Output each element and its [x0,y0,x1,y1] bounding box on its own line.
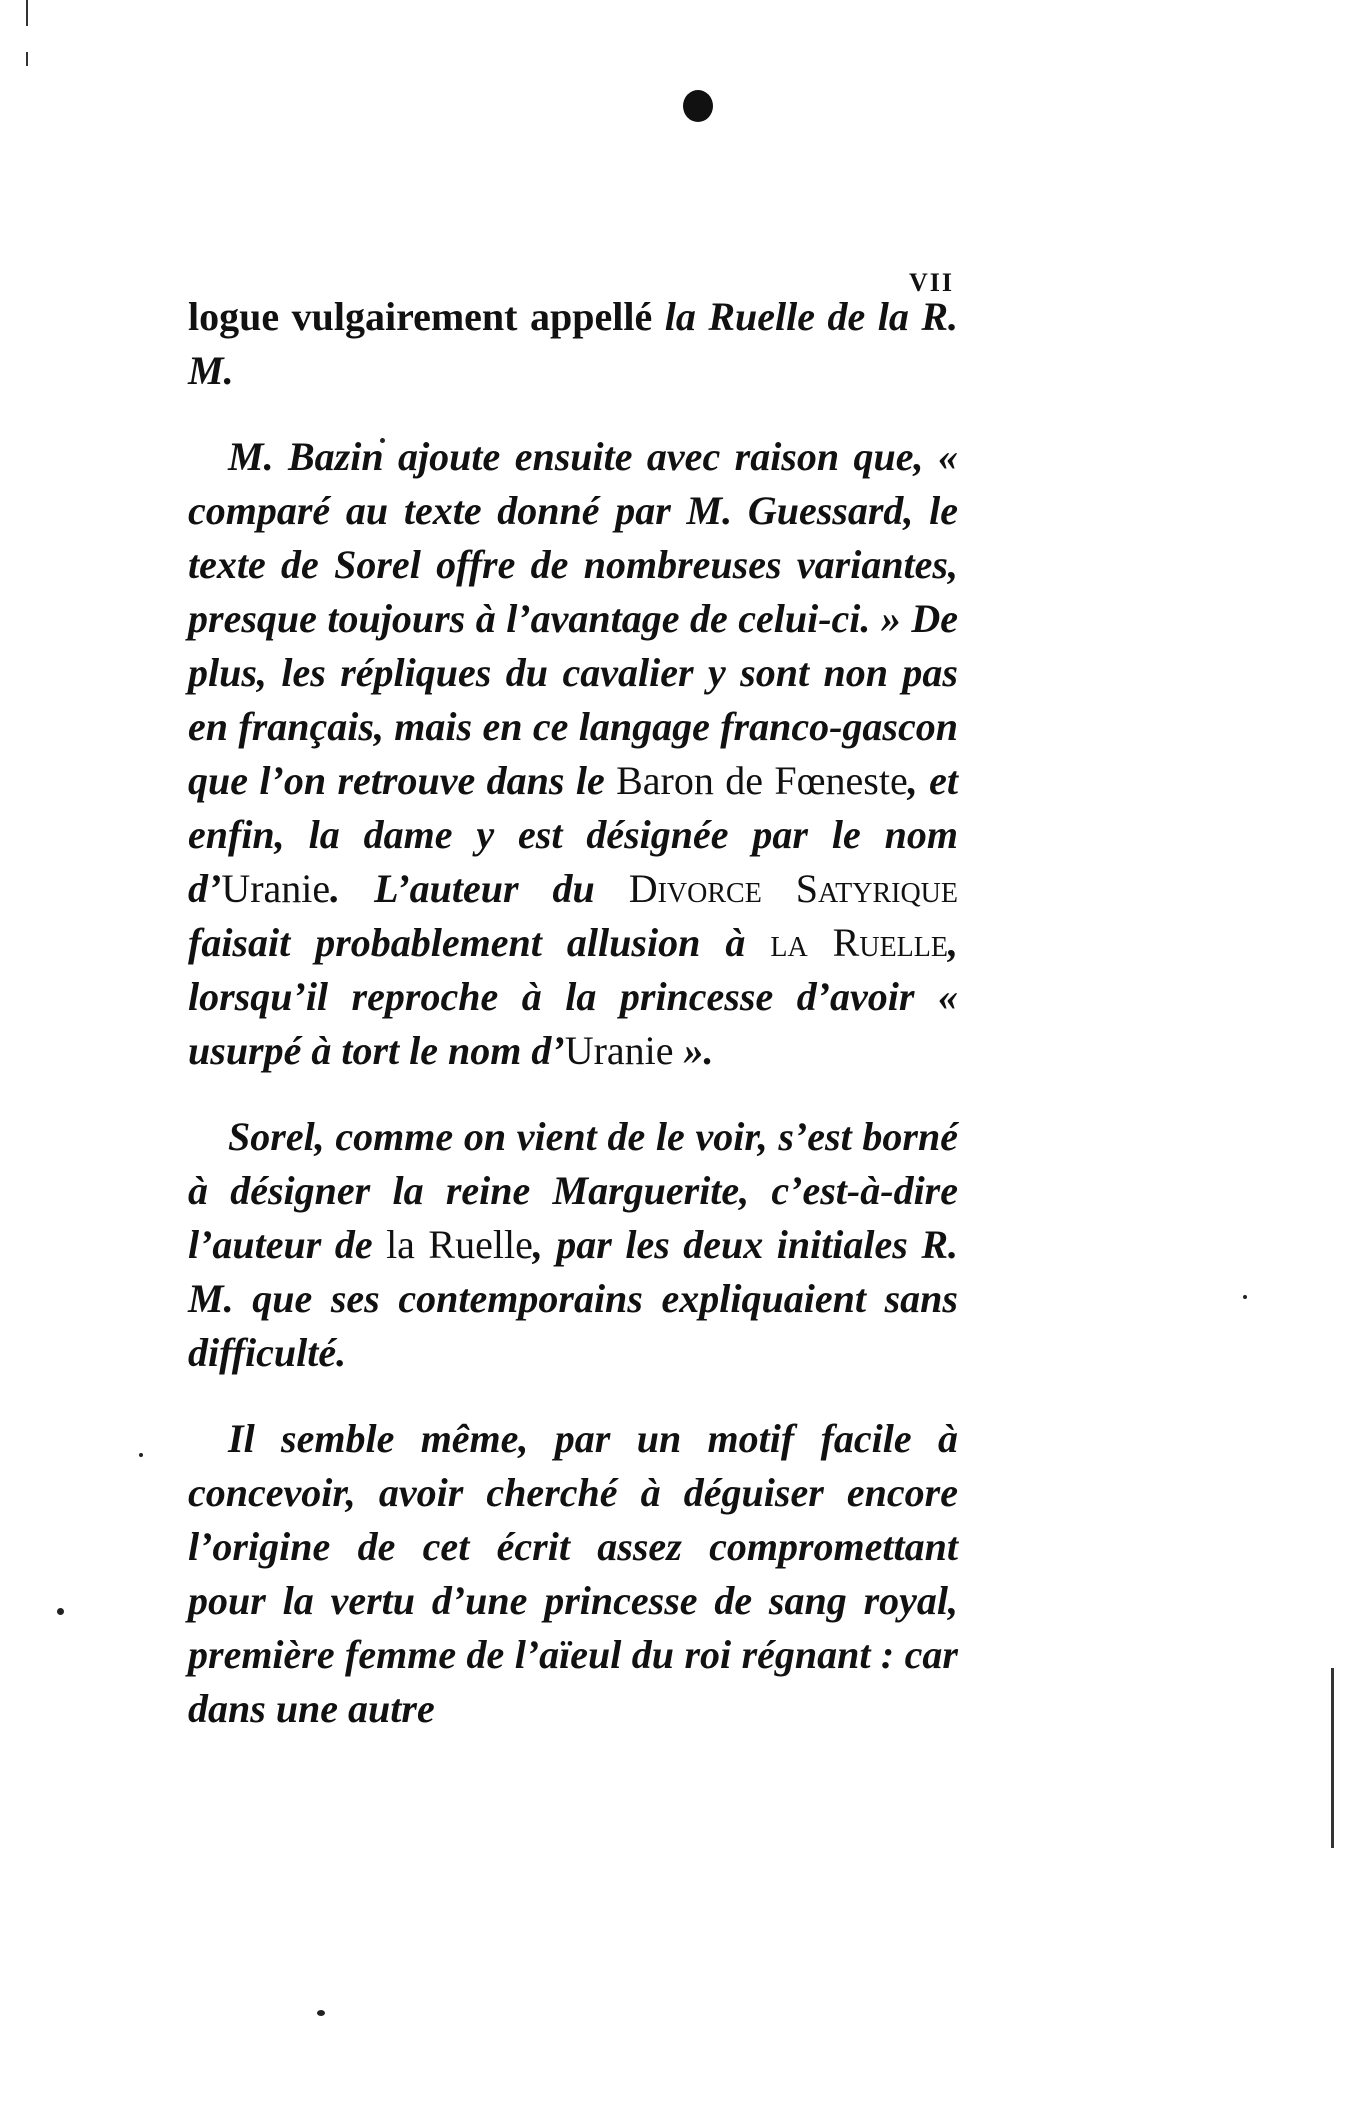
page-speck [317,2010,325,2016]
paragraph [188,430,958,1078]
text-run: Uranie [564,1028,674,1073]
paragraph [188,290,958,398]
left-margin-mark [26,0,28,26]
text-run: , lorsqu’il reproche à la princesse d’avoir « usurpé à tort le nom d’ [188,920,958,1073]
text-run: logue vulgairement appellé [188,294,665,339]
text-run: , par les deux initiales R. M. que ses contemporains expliquaient sans difficulté. [188,1222,959,1375]
left-margin-mark [26,52,28,66]
text-run: Baron de Fœneste [616,758,908,803]
text-run: M. Bazin ajoute ensuite avec raison que, « comparé au texte donné par M. Guessard, le texte de Sorel offre de nombreuses variantes, presque toujours à l’avantage de celui-ci. » [188,434,958,641]
text-run: ». [673,1028,714,1073]
paragraph [188,1110,958,1380]
text-run: De plus, les répliques du cavalier y sont non pas en français, mais en ce langage franco-gascon que l’on retrouve dans le [188,596,958,803]
text-run: Divorce Satyrique [628,866,959,911]
text-run: la Ruelle [386,1222,533,1267]
text-run: Uranie [221,866,331,911]
ink-blot-icon [683,90,713,122]
text-run: . L’auteur du [330,866,629,911]
page-speck [1243,1295,1247,1299]
text-run: Sorel, comme on vient de le voir, s’est borné à désigner la reine Marguerite, c’est-à-dire l’auteur de [188,1114,958,1267]
page-folio: VII [908,268,954,297]
page-speck [139,1453,143,1457]
text-run: la Ruelle [770,920,948,965]
text-run: faisait probablement allusion à [188,920,771,965]
right-margin-mark [1331,1668,1334,1848]
body-text [188,290,958,1736]
page-speck [57,1608,64,1615]
text-run: la Ruelle de la R. M. [188,294,958,393]
text-run: , et enfin, la dame y est désignée par le nom d’ [188,758,958,911]
paragraph [188,1412,958,1736]
text-run: Il semble même, par un motif facile à concevoir, avoir cherché à déguiser encore l’origine de cet écrit assez compromettant pour la vertu d’une princesse de sang royal, première femme de l’aïeul du roi régnant : car dans une autre [188,1416,958,1731]
